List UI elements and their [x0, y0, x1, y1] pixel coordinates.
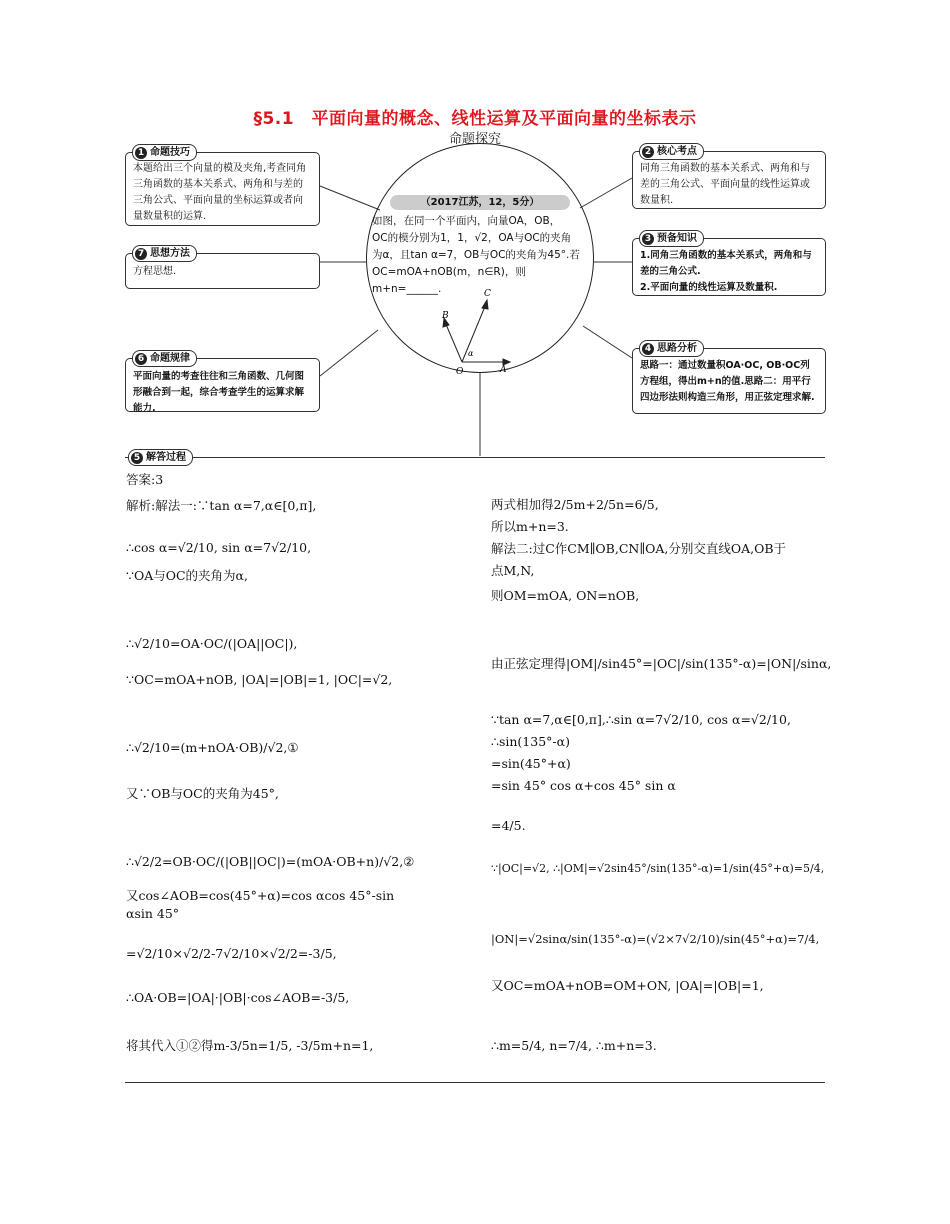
- box-mingti-jiqiao: [125, 147, 320, 226]
- box-yubei-zhishi: [632, 233, 826, 296]
- box-hexin-kaodian: [632, 146, 826, 209]
- box-mingti-guilv: [125, 353, 320, 414]
- right-line: ∴m=5/4, n=7/4, ∴m+n=3.: [491, 1038, 657, 1053]
- box-silu-fenxi: [632, 343, 826, 414]
- tag-label: 预备知识: [657, 233, 697, 244]
- box-sixiang-fangfa: [125, 248, 320, 289]
- badge-6: 6: [135, 353, 147, 365]
- right-line: 解法二:过C作CM∥OB,CN∥OA,分别交直线OA,OB于: [491, 541, 787, 556]
- box-text-line2: 2.平面向量的线性运算及数量积.: [640, 282, 778, 293]
- left-line: =√2/10×√2/2-7√2/10×√2/2=-3/5,: [126, 946, 337, 961]
- label-A: A: [500, 365, 507, 375]
- tag-label: 命题技巧: [150, 147, 190, 158]
- label-O: O: [456, 367, 464, 377]
- tag-mingti-guilv: [132, 350, 197, 367]
- label-alpha: α: [468, 349, 474, 358]
- badge-3: 3: [642, 233, 654, 245]
- left-line: 解析:解法一:∵tan α=7,α∈[0,π],: [126, 498, 317, 513]
- right-line: 点M,N,: [491, 563, 535, 578]
- box-text: 本题给出三个向量的模及夹角,考查同角三角函数的基本关系式、两角和与差的三角公式、平面向量的坐标运算或者向量数量积的运算.: [133, 163, 307, 222]
- right-line: 由正弦定理得|OM|/sin45°=|OC|/sin(135°-α)=|ON|/sinα,: [491, 656, 832, 671]
- problem-line-2: OC的模分别为1，1，√2，OA与OC的夹角: [372, 232, 572, 244]
- right-line: =4/5.: [491, 818, 526, 833]
- right-line: 所以m+n=3.: [491, 519, 569, 534]
- tag-label: 思想方法: [150, 248, 190, 259]
- box-text-line1: 1.同角三角函数的基本关系式，两角和与差的三角公式.: [640, 250, 812, 277]
- problem-source: （2017江苏，12，5分）: [390, 195, 570, 210]
- page-title: §5.1 平面向量的概念、线性运算及平面向量的坐标表示: [253, 109, 697, 129]
- tag-label: 命题规律: [150, 353, 190, 364]
- section-subtitle: 命题探究: [448, 132, 501, 147]
- left-line: 又∵OB与OC的夹角为45°,: [126, 786, 279, 801]
- badge-4: 4: [642, 343, 654, 355]
- tag-label: 思路分析: [657, 343, 697, 354]
- right-line: |ON|=√2sinα/sin(135°-α)=(√2×7√2/10)/sin(45°+α)=7/4,: [491, 932, 820, 946]
- label-B: B: [442, 311, 449, 321]
- right-line: ∵|OC|=√2, ∴|OM|=√2sin45°/sin(135°-α)=1/sin(45°+α)=5/4,: [491, 862, 825, 875]
- left-line: 将其代入①②得m-3/5n=1/5, -3/5m+n=1,: [126, 1038, 374, 1053]
- right-line: =sin 45° cos α+cos 45° sin α: [491, 778, 676, 793]
- vector-figure: [420, 282, 540, 377]
- left-line: ∴√2/10=OA·OC/(|OA||OC|),: [126, 636, 298, 651]
- problem-line-4: OC=mOA+nOB(m，n∈R)，则m+n=______.: [372, 266, 526, 295]
- left-line: ∵OC=mOA+nOB, |OA|=|OB|=1, |OC|=√2,: [126, 672, 393, 687]
- tag-sixiang-fangfa: [132, 245, 197, 262]
- left-line: ∴√2/10=(m+nOA·OB)/√2,①: [126, 740, 299, 755]
- tag-silu-fenxi: [639, 340, 704, 357]
- tag-label: 核心考点: [657, 146, 697, 157]
- left-line: ∵OA与OC的夹角为α,: [126, 568, 248, 583]
- right-line: =sin(45°+α): [491, 756, 571, 771]
- badge-2: 2: [642, 146, 654, 158]
- box-text: 平面向量的考查往往和三角函数、几何图形融合到一起，综合考查学生的运算求解能力.: [133, 371, 305, 414]
- badge-1: 1: [135, 147, 147, 159]
- problem-line-1: 如图，在同一个平面内，向量OA，OB，: [372, 215, 561, 227]
- left-line: ∴OA·OB=|OA|·|OB|·cos∠AOB=-3/5,: [126, 990, 350, 1005]
- right-line: 则OM=mOA, ON=nOB,: [491, 588, 640, 603]
- right-line: ∴sin(135°-α): [491, 734, 570, 749]
- tag-label: 解答过程: [146, 452, 186, 463]
- left-line: 答案:3: [126, 472, 164, 487]
- right-line: ∵tan α=7,α∈[0,π],∴sin α=7√2/10, cos α=√2/10,: [491, 712, 791, 727]
- box-text: 思路一：通过数量积OA·OC, OB·OC列方程组，得出m+n的值.思路二：用平行四边形法则构造三角形，用正弦定理求解.: [640, 360, 815, 403]
- box-text: 同角三角函数的基本关系式、两角和与差的三角公式、平面向量的线性运算或数量积.: [640, 163, 810, 206]
- problem-line-3: 为α，且tan α=7，OB与OC的夹角为45°.若: [372, 249, 580, 261]
- right-line: 又OC=mOA+nOB=OM+ON, |OA|=|OB|=1,: [491, 978, 764, 993]
- left-line: αsin 45°: [126, 906, 180, 921]
- badge-5: 5: [131, 452, 143, 464]
- tag-yubei-zhishi: [639, 230, 704, 247]
- badge-7: 7: [135, 248, 147, 260]
- tag-hexin-kaodian: [639, 143, 704, 160]
- label-C: C: [484, 289, 491, 299]
- left-line: ∴cos α=√2/10, sin α=7√2/10,: [126, 540, 312, 555]
- left-line: 又cos∠AOB=cos(45°+α)=cos αcos 45°-sin: [126, 888, 395, 903]
- tag-mingti-jiqiao: [132, 144, 197, 161]
- right-line: 两式相加得2/5m+2/5n=6/5,: [491, 497, 659, 512]
- box-text: 方程思想.: [133, 266, 177, 277]
- left-line: ∴√2/2=OB·OC/(|OB||OC|)=(mOA·OB+n)/√2,②: [126, 854, 415, 869]
- tag-jieda-guocheng: [128, 449, 193, 466]
